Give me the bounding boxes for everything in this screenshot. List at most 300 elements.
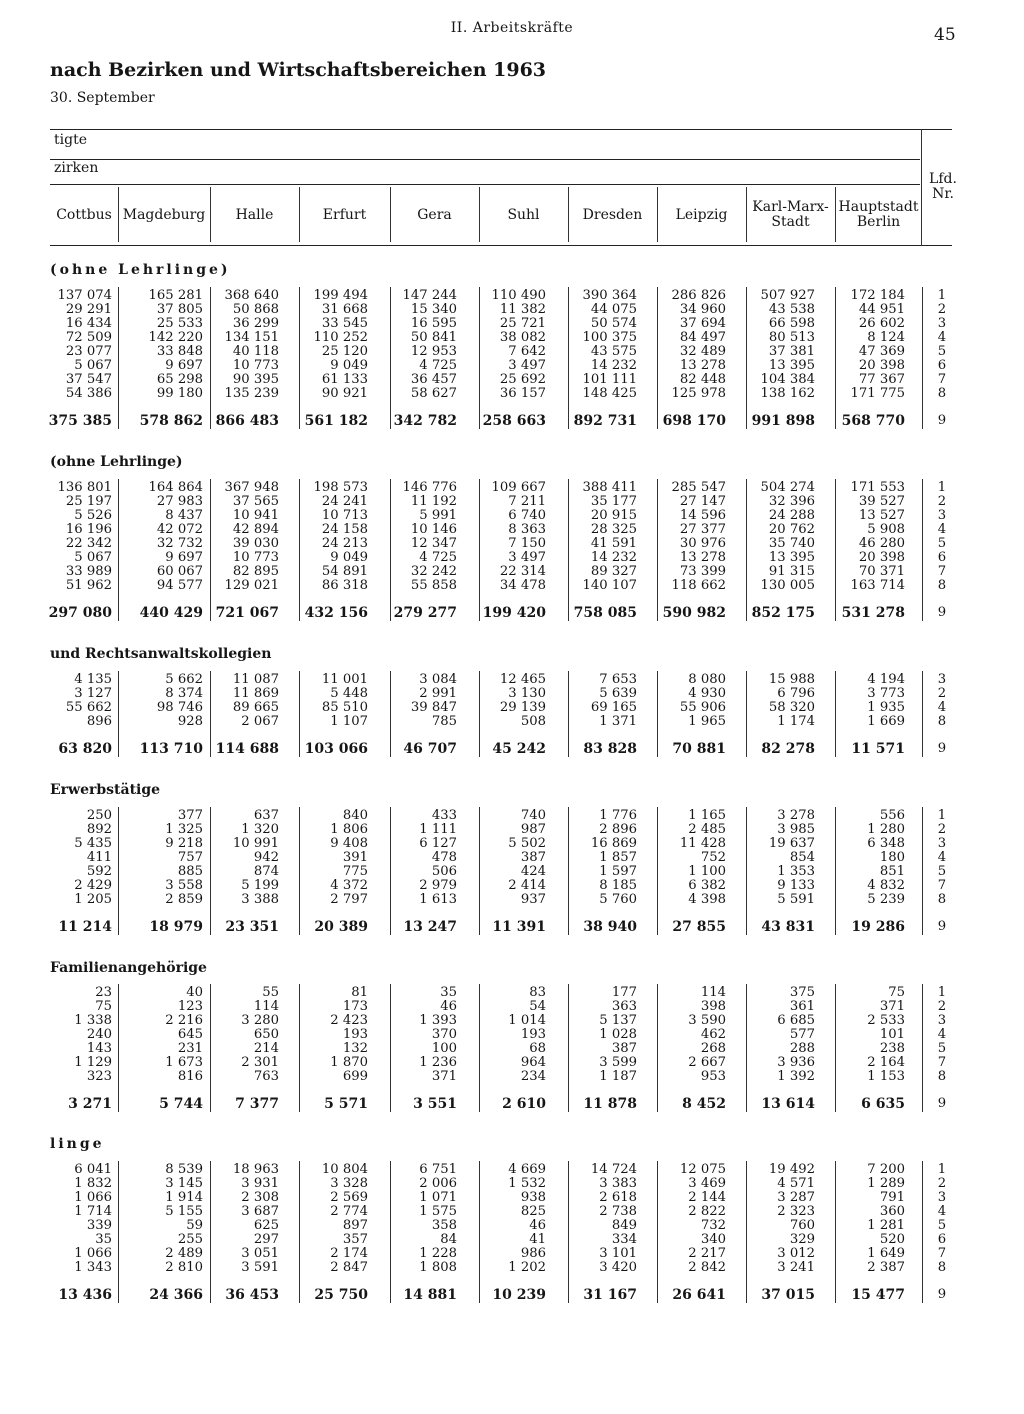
table-cell: 760 [789, 1218, 815, 1233]
table-cell: 193 [520, 1027, 546, 1042]
table-cell: 13 247 [403, 919, 457, 935]
table-cell: 9 697 [165, 358, 203, 373]
table-cell: 892 731 [573, 413, 637, 429]
table-cell: 4 725 [419, 358, 457, 373]
table-cell: 4 725 [419, 550, 457, 565]
table-cell: 6 740 [508, 508, 546, 523]
total-row [0, 1288, 1024, 1302]
lfd-nr-header: Lfd. Nr. [929, 171, 957, 202]
table-cell: 68 [529, 1041, 546, 1056]
table-row [0, 537, 1024, 551]
table-cell: 1 153 [867, 1069, 905, 1084]
lfd-number: 6 [937, 550, 947, 565]
table-cell: 12 953 [410, 344, 457, 359]
table-cell: 27 147 [679, 494, 726, 509]
section-title-1: (ohne Lehrlinge) [50, 262, 231, 278]
table-cell: 58 320 [768, 700, 815, 715]
table-cell: 2 067 [241, 714, 279, 729]
table-cell: 1 392 [777, 1069, 815, 1084]
table-cell: 46 707 [403, 741, 457, 757]
table-cell: 13 436 [58, 1287, 112, 1303]
table-cell: 361 [789, 999, 815, 1014]
table-cell: 387 [520, 850, 546, 865]
table-row [0, 509, 1024, 523]
table-cell: 100 375 [582, 330, 637, 345]
table-cell: 285 547 [671, 480, 726, 495]
table-cell: 5 448 [330, 686, 368, 701]
lfd-number: 3 [937, 836, 947, 851]
table-cell: 757 [177, 850, 203, 865]
table-cell: 2 991 [419, 686, 457, 701]
table-cell: 8 124 [867, 330, 905, 345]
table-cell: 25 197 [65, 494, 112, 509]
table-row [0, 865, 1024, 879]
table-cell: 33 545 [321, 316, 368, 331]
table-row [0, 373, 1024, 387]
table-cell: 5 744 [159, 1096, 203, 1112]
table-cell: 5 639 [599, 686, 637, 701]
table-cell: 433 [431, 808, 457, 823]
table-cell: 2 896 [599, 822, 637, 837]
table-cell: 7 150 [508, 536, 546, 551]
table-cell: 114 688 [215, 741, 279, 757]
lfd-number: 5 [937, 864, 947, 879]
section-title-6: linge [50, 1136, 105, 1152]
lfd-number: 3 [937, 508, 947, 523]
table-cell: 14 232 [590, 358, 637, 373]
table-cell: 130 005 [760, 578, 815, 593]
table-cell: 1 808 [419, 1260, 457, 1275]
table-cell: 371 [431, 1069, 457, 1084]
table-cell: 398 [700, 999, 726, 1014]
column-header-1: Cottbus [56, 206, 112, 223]
table-cell: 2 164 [867, 1055, 905, 1070]
table-cell: 896 [86, 714, 112, 729]
table-row [0, 1177, 1024, 1191]
table-cell: 5 137 [599, 1013, 637, 1028]
lfd-number: 7 [937, 1055, 947, 1070]
table-cell: 625 [253, 1218, 279, 1233]
table-row [0, 1219, 1024, 1233]
table-cell: 732 [700, 1218, 726, 1233]
table-cell: 297 [253, 1232, 279, 1247]
lfd-number: 8 [937, 892, 947, 907]
section-title-5: Familienangehörige [50, 960, 207, 976]
lfd-number: 7 [937, 878, 947, 893]
table-cell: 4 930 [688, 686, 726, 701]
table-cell: 25 533 [156, 316, 203, 331]
lfd-number: 2 [937, 302, 947, 317]
table-cell: 25 692 [499, 372, 546, 387]
table-cell: 2 810 [165, 1260, 203, 1275]
header-top-rule [50, 129, 952, 130]
table-cell: 32 396 [768, 494, 815, 509]
table-cell: 13 527 [858, 508, 905, 523]
table-cell: 568 770 [841, 413, 905, 429]
total-row [0, 920, 1024, 934]
table-cell: 10 239 [492, 1287, 546, 1303]
table-cell: 39 030 [232, 536, 279, 551]
table-cell: 12 465 [499, 672, 546, 687]
column-header-4: Erfurt [322, 206, 367, 223]
table-cell: 6 382 [688, 878, 726, 893]
table-cell: 2 216 [165, 1013, 203, 1028]
section-title-2: (ohne Lehrlinge) [50, 454, 183, 470]
table-cell: 6 635 [861, 1096, 905, 1112]
table-cell: 698 170 [662, 413, 726, 429]
table-cell: 137 074 [57, 288, 112, 303]
table-cell: 45 242 [492, 741, 546, 757]
table-cell: 9 408 [330, 836, 368, 851]
table-cell: 9 049 [330, 358, 368, 373]
table-cell: 424 [520, 864, 546, 879]
table-cell: 3 931 [241, 1176, 279, 1191]
table-cell: 6 685 [777, 1013, 815, 1028]
table-cell: 1 129 [74, 1055, 112, 1070]
lfd-number: 4 [937, 1027, 947, 1042]
lfd-number: 1 [937, 480, 947, 495]
table-cell: 51 962 [65, 578, 112, 593]
section-title-4: Erwerbstätige [50, 782, 161, 798]
table-cell: 44 075 [590, 302, 637, 317]
table-cell: 26 641 [672, 1287, 726, 1303]
table-cell: 2 217 [688, 1246, 726, 1261]
table-cell: 1 107 [330, 714, 368, 729]
header-column-divider [835, 187, 836, 242]
table-cell: 84 [440, 1232, 457, 1247]
table-cell: 4 398 [688, 892, 726, 907]
table-cell: 30 976 [679, 536, 726, 551]
table-cell: 2 569 [330, 1190, 368, 1205]
column-header-7: Dresden [582, 206, 643, 223]
table-cell: 11 428 [679, 836, 726, 851]
table-row [0, 481, 1024, 495]
table-cell: 35 740 [768, 536, 815, 551]
table-cell: 10 713 [321, 508, 368, 523]
lfd-number: 4 [937, 700, 947, 715]
table-cell: 2 618 [599, 1190, 637, 1205]
table-cell: 77 367 [858, 372, 905, 387]
table-cell: 2 859 [165, 892, 203, 907]
lfd-number: 9 [937, 1096, 947, 1111]
table-cell: 43 575 [590, 344, 637, 359]
table-cell: 1 100 [688, 864, 726, 879]
table-row [0, 1056, 1024, 1070]
table-cell: 1 714 [74, 1204, 112, 1219]
table-cell: 578 862 [139, 413, 203, 429]
table-cell: 75 [888, 985, 905, 1000]
table-cell: 375 [789, 985, 815, 1000]
table-cell: 29 139 [499, 700, 546, 715]
table-cell: 1 320 [241, 822, 279, 837]
table-cell: 65 298 [156, 372, 203, 387]
table-cell: 33 989 [65, 564, 112, 579]
table-cell: 4 135 [74, 672, 112, 687]
table-cell: 339 [86, 1218, 112, 1233]
table-cell: 8 185 [599, 878, 637, 893]
table-cell: 50 841 [410, 330, 457, 345]
table-cell: 138 162 [760, 386, 815, 401]
table-cell: 1 965 [688, 714, 726, 729]
table-cell: 5 239 [867, 892, 905, 907]
table-cell: 84 497 [679, 330, 726, 345]
table-cell: 140 107 [582, 578, 637, 593]
table-cell: 9 049 [330, 550, 368, 565]
table-cell: 279 277 [393, 605, 457, 621]
header-label-tigte: tigte [54, 132, 87, 148]
table-cell: 54 [529, 999, 546, 1014]
table-cell: 1 870 [330, 1055, 368, 1070]
lfd-number: 2 [937, 686, 947, 701]
table-cell: 40 [186, 985, 203, 1000]
table-cell: 90 921 [321, 386, 368, 401]
table-cell: 2 144 [688, 1190, 726, 1205]
table-cell: 6 127 [419, 836, 457, 851]
table-cell: 20 398 [858, 550, 905, 565]
header-column-divider [746, 187, 747, 242]
table-cell: 11 001 [321, 672, 368, 687]
table-cell: 32 489 [679, 344, 726, 359]
table-cell: 358 [431, 1218, 457, 1233]
table-cell: 2 429 [74, 878, 112, 893]
table-cell: 3 551 [413, 1096, 457, 1112]
table-cell: 2 006 [419, 1176, 457, 1191]
table-cell: 650 [253, 1027, 279, 1042]
table-cell: 6 041 [74, 1162, 112, 1177]
table-cell: 27 377 [679, 522, 726, 537]
table-cell: 7 211 [508, 494, 546, 509]
table-row [0, 523, 1024, 537]
table-cell: 1 669 [867, 714, 905, 729]
table-cell: 46 [529, 1218, 546, 1233]
table-cell: 462 [700, 1027, 726, 1042]
table-cell: 18 979 [149, 919, 203, 935]
table-cell: 258 663 [482, 413, 546, 429]
table-cell: 740 [520, 808, 546, 823]
table-cell: 199 494 [313, 288, 368, 303]
table-row [0, 1163, 1024, 1177]
table-row [0, 1261, 1024, 1275]
table-cell: 370 [431, 1027, 457, 1042]
table-cell: 36 453 [225, 1287, 279, 1303]
lfd-number: 9 [937, 919, 947, 934]
table-row [0, 565, 1024, 579]
lfd-number: 1 [937, 985, 947, 1000]
table-cell: 90 395 [232, 372, 279, 387]
table-cell: 32 732 [156, 536, 203, 551]
table-cell: 80 513 [768, 330, 815, 345]
table-cell: 35 [440, 985, 457, 1000]
table-cell: 11 571 [851, 741, 905, 757]
table-cell: 24 366 [149, 1287, 203, 1303]
lfd-number: 4 [937, 850, 947, 865]
table-cell: 3 084 [419, 672, 457, 687]
table-cell: 14 232 [590, 550, 637, 565]
table-cell: 20 389 [314, 919, 368, 935]
table-cell: 5 155 [165, 1204, 203, 1219]
lfd-number: 5 [937, 1218, 947, 1233]
table-cell: 5 067 [74, 550, 112, 565]
table-cell: 19 637 [768, 836, 815, 851]
table-cell: 387 [611, 1041, 637, 1056]
table-cell: 763 [253, 1069, 279, 1084]
table-cell: 55 906 [679, 700, 726, 715]
column-header-8: Leipzig [675, 206, 728, 223]
table-cell: 198 573 [313, 480, 368, 495]
lfd-number: 8 [937, 386, 947, 401]
table-cell: 297 080 [48, 605, 112, 621]
table-cell: 36 157 [499, 386, 546, 401]
table-cell: 46 [440, 999, 457, 1014]
table-cell: 4 669 [508, 1162, 546, 1177]
table-cell: 2 489 [165, 1246, 203, 1261]
table-cell: 171 775 [850, 386, 905, 401]
table-cell: 1 202 [508, 1260, 546, 1275]
table-cell: 7 653 [599, 672, 637, 687]
table-cell: 180 [879, 850, 905, 865]
column-header-3: Halle [235, 206, 274, 223]
table-cell: 1 393 [419, 1013, 457, 1028]
table-cell: 9 133 [777, 878, 815, 893]
table-cell: 143 [86, 1041, 112, 1056]
table-cell: 3 127 [74, 686, 112, 701]
table-cell: 11 878 [583, 1096, 637, 1112]
table-cell: 147 244 [402, 288, 457, 303]
table-cell: 2 842 [688, 1260, 726, 1275]
table-cell: 32 242 [410, 564, 457, 579]
table-row [0, 1014, 1024, 1028]
table-cell: 16 869 [590, 836, 637, 851]
table-cell: 11 192 [410, 494, 457, 509]
column-header-2: Magdeburg [122, 206, 206, 223]
table-row [0, 1191, 1024, 1205]
table-cell: 2 308 [241, 1190, 279, 1205]
lfd-number: 6 [937, 1232, 947, 1247]
table-row [0, 551, 1024, 565]
lfd-number: 3 [937, 1190, 947, 1205]
table-cell: 43 538 [768, 302, 815, 317]
table-cell: 61 133 [321, 372, 368, 387]
table-cell: 55 [262, 985, 279, 1000]
table-cell: 43 831 [761, 919, 815, 935]
table-cell: 2 774 [330, 1204, 368, 1219]
table-row [0, 387, 1024, 401]
table-row [0, 1205, 1024, 1219]
lfd-number: 9 [937, 741, 947, 756]
table-cell: 234 [520, 1069, 546, 1084]
table-row [0, 879, 1024, 893]
table-cell: 3 287 [777, 1190, 815, 1205]
table-cell: 34 478 [499, 578, 546, 593]
table-cell: 3 280 [241, 1013, 279, 1028]
table-cell: 10 773 [232, 550, 279, 565]
table-cell: 27 983 [156, 494, 203, 509]
table-cell: 561 182 [304, 413, 368, 429]
table-cell: 91 315 [768, 564, 815, 579]
table-cell: 323 [86, 1069, 112, 1084]
table-cell: 13 395 [768, 358, 815, 373]
table-cell: 15 340 [410, 302, 457, 317]
table-cell: 35 [95, 1232, 112, 1247]
table-cell: 3 497 [508, 358, 546, 373]
table-cell: 12 347 [410, 536, 457, 551]
table-cell: 1 066 [74, 1190, 112, 1205]
table-cell: 14 881 [403, 1287, 457, 1303]
table-cell: 1 353 [777, 864, 815, 879]
table-cell: 89 327 [590, 564, 637, 579]
table-cell: 31 668 [321, 302, 368, 317]
table-cell: 854 [789, 850, 815, 865]
table-cell: 4 571 [777, 1176, 815, 1191]
lfd-number: 8 [937, 578, 947, 593]
table-cell: 47 369 [858, 344, 905, 359]
table-cell: 885 [177, 864, 203, 879]
table-cell: 3 985 [777, 822, 815, 837]
table-cell: 16 434 [65, 316, 112, 331]
table-cell: 1 028 [599, 1027, 637, 1042]
lfd-number: 5 [937, 536, 947, 551]
table-cell: 38 082 [499, 330, 546, 345]
table-cell: 9 218 [165, 836, 203, 851]
table-cell: 390 364 [582, 288, 637, 303]
table-cell: 23 [95, 985, 112, 1000]
table-row [0, 495, 1024, 509]
table-cell: 15 988 [768, 672, 815, 687]
table-cell: 101 [879, 1027, 905, 1042]
table-cell: 70 881 [672, 741, 726, 757]
table-cell: 507 927 [760, 288, 815, 303]
table-cell: 2 174 [330, 1246, 368, 1261]
table-row [0, 1070, 1024, 1084]
table-cell: 11 391 [492, 919, 546, 935]
header-column-divider [299, 187, 300, 242]
table-cell: 5 991 [419, 508, 457, 523]
table-cell: 37 805 [156, 302, 203, 317]
table-cell: 134 151 [224, 330, 279, 345]
table-cell: 70 371 [858, 564, 905, 579]
table-cell: 991 898 [751, 413, 815, 429]
table-row [0, 715, 1024, 729]
table-cell: 75 [95, 999, 112, 1014]
table-cell: 24 288 [768, 508, 815, 523]
table-cell: 11 087 [232, 672, 279, 687]
table-cell: 942 [253, 850, 279, 865]
table-cell: 478 [431, 850, 457, 865]
table-cell: 4 194 [867, 672, 905, 687]
table-cell: 2 414 [508, 878, 546, 893]
table-cell: 19 492 [768, 1162, 815, 1177]
table-cell: 142 220 [148, 330, 203, 345]
table-cell: 1 205 [74, 892, 112, 907]
table-cell: 377 [177, 808, 203, 823]
table-cell: 388 411 [582, 480, 637, 495]
table-cell: 118 662 [671, 578, 726, 593]
table-row [0, 331, 1024, 345]
table-cell: 193 [342, 1027, 368, 1042]
table-cell: 928 [177, 714, 203, 729]
table-cell: 892 [86, 822, 112, 837]
table-cell: 268 [700, 1041, 726, 1056]
table-cell: 13 278 [679, 358, 726, 373]
table-cell: 19 286 [851, 919, 905, 935]
total-row [0, 1097, 1024, 1111]
table-cell: 13 614 [761, 1096, 815, 1112]
table-cell: 33 848 [156, 344, 203, 359]
table-cell: 964 [520, 1055, 546, 1070]
table-cell: 55 662 [65, 700, 112, 715]
table-cell: 25 721 [499, 316, 546, 331]
table-cell: 16 196 [65, 522, 112, 537]
